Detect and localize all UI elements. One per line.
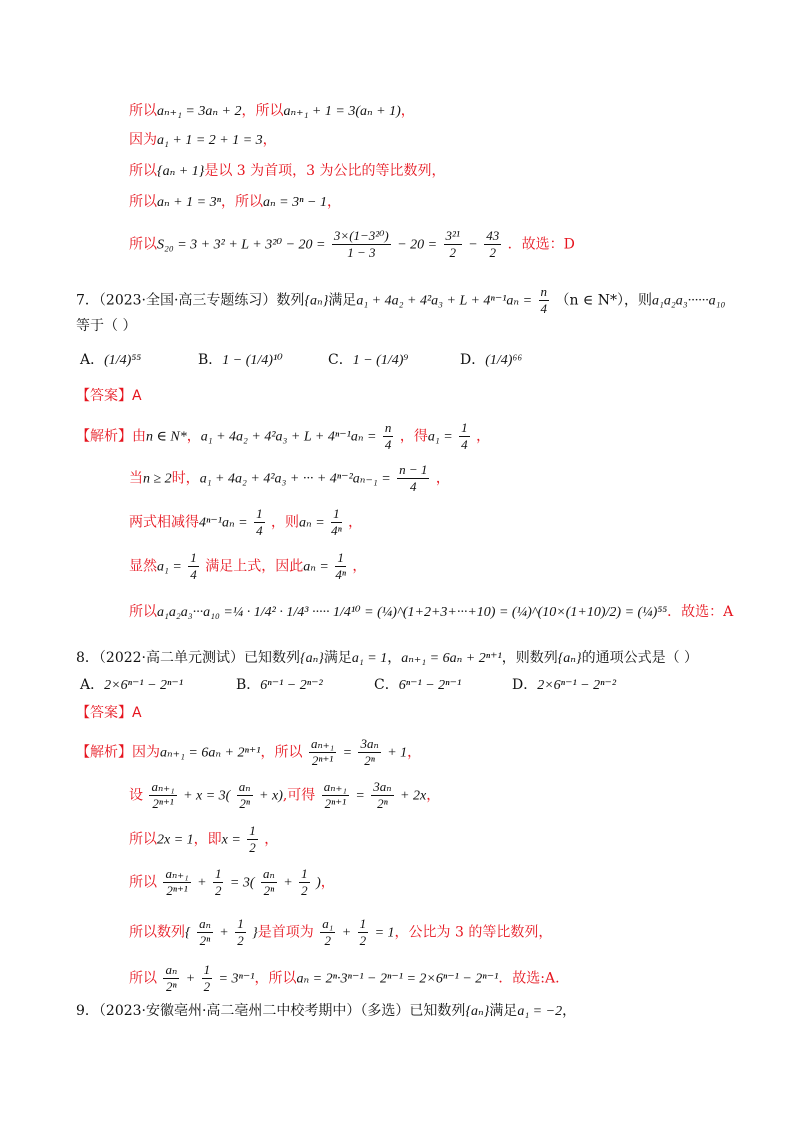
question-9-stem: 9．（2023·安徽亳州·高二亳州二中校考期中）（多选）已知数列{aₙ}满足a₁ = −2， bbox=[76, 1003, 577, 1019]
fraction: $\frac{\text{aₙ}}{\text{2ⁿ}}$ bbox=[238, 779, 251, 811]
fraction: $\frac{\text{a₁}}{2}$ bbox=[322, 916, 334, 948]
solution-line: 所以aₙ₊₁ = 3aₙ + 2，所以aₙ₊₁ + 1 = 3(aₙ + 1)， bbox=[129, 103, 415, 119]
question-8-option-b: B．6ⁿ⁻¹ − 2ⁿ⁻² bbox=[236, 677, 323, 693]
answer-tag: 【答案】A bbox=[76, 705, 142, 721]
question-7-option-c: C．1 − (1/4)⁹ bbox=[328, 352, 409, 368]
fraction: $\frac{43}{2}$ bbox=[486, 228, 500, 260]
question-7-option-b: B．1 − (1/4)¹⁰ bbox=[198, 352, 283, 368]
analysis-line: 显然a₁ = $\frac{1}{4}$ 满足上式，因此aₙ = $\frac{1}{\text{4ⁿ}}$ ， bbox=[129, 550, 367, 582]
fraction: $\frac{1}{2}$ bbox=[359, 916, 367, 948]
analysis-line: 所以 $\frac{\text{aₙ₊₁}}{\text{2ⁿ⁺¹}}$ + $\frac{1}{2}$ = 3( $\frac{\text{aₙ}}{\text{2ⁿ}}$ + $\frac{1}{2}$ )， bbox=[129, 866, 335, 898]
question-7-option-a: A．(1/4)⁵⁵ bbox=[80, 352, 142, 368]
question-8-option-c: C．6ⁿ⁻¹ − 2ⁿ⁻¹ bbox=[374, 677, 462, 693]
analysis-line: 所以a₁a₂a₃···a₁₀ =¼ · 1/4² · 1/4³ ····· 1/4¹⁰ = (¼)^(1+2+3+···+10) = (¼)^(10×(1+10)/2) = (¼)⁵⁵．故选：A bbox=[129, 604, 734, 620]
fraction: $\frac{1}{2}$ bbox=[237, 916, 244, 948]
question-7-stem-cont: 等于（ ） bbox=[76, 318, 137, 334]
question-8-stem: 8．（2022·高二单元测试）已知数列{aₙ}满足a₁ = 1，aₙ₊₁ = 6aₙ + 2ⁿ⁺¹，则数列{aₙ}的通项公式是（ ） bbox=[76, 650, 699, 666]
fraction: $\frac{1}{2}$ bbox=[249, 823, 256, 855]
fraction: $\frac{\text{aₙ}}{\text{2ⁿ}}$ bbox=[262, 866, 275, 898]
question-8-option-d: D．2×6ⁿ⁻¹ − 2ⁿ⁻² bbox=[512, 677, 617, 693]
solution-line: 所以aₙ + 1 = 3ⁿ，所以aₙ = 3ⁿ − 1， bbox=[129, 194, 341, 210]
analysis-line: 设 $\frac{\text{aₙ₊₁}}{\text{2ⁿ⁺¹}}$ + x = 3( $\frac{\text{aₙ}}{\text{2ⁿ}}$ + x),可得 $\frac{\text{aₙ₊₁}}{\text{2ⁿ⁺¹}}$ = $\frac{\text{3aₙ}}{\text{2ⁿ}}$ + 2x， bbox=[129, 779, 441, 811]
solution-line: 所以S₂₀ = 3 + 3² + L + 3²⁰ − 20 = $\frac{\text{3×(1−3²⁰)}}{1 - 3}$ − 20 = $\frac{\text{3²¹}}{2}$ − $\frac{43}{2}$ ．故选：D bbox=[129, 228, 575, 260]
solution-line: 因为a₁ + 1 = 2 + 1 = 3， bbox=[129, 132, 277, 148]
fraction: $\frac{\text{aₙ₊₁}}{\text{2ⁿ⁺¹}}$ bbox=[151, 779, 175, 811]
question-7-option-d: D．(1/4)⁶⁶ bbox=[460, 352, 523, 368]
analysis-line: 当n ≥ 2时，a₁ + 4a₂ + 4²a₃ + ··· + 4ⁿ⁻²aₙ₋₁ = $\frac{n - 1}{4}$ ， bbox=[129, 462, 450, 494]
fraction: $\frac{1}{\text{4ⁿ}}$ bbox=[331, 506, 342, 538]
analysis-line: 所以 $\frac{\text{aₙ}}{\text{2ⁿ}}$ + $\frac{1}{2}$ = 3ⁿ⁻¹，所以aₙ = 2ⁿ·3ⁿ⁻¹ − 2ⁿ⁻¹ = 2×6ⁿ⁻¹ − 2ⁿ⁻¹．故选:A. bbox=[129, 962, 560, 994]
question-8-option-a: A．2×6ⁿ⁻¹ − 2ⁿ⁻¹ bbox=[80, 677, 184, 693]
fraction: $\frac{n}{4}$ bbox=[384, 420, 392, 452]
fraction: $\frac{\text{3×(1−3²⁰)}}{1 - 3}$ bbox=[333, 228, 389, 260]
fraction: $\frac{\text{aₙ}}{\text{2ⁿ}}$ bbox=[165, 962, 178, 994]
fraction: $\frac{\text{3²¹}}{2}$ bbox=[445, 228, 460, 260]
fraction: $\frac{\text{aₙ₊₁}}{\text{2ⁿ⁺¹}}$ bbox=[165, 866, 189, 898]
answer-tag: 【答案】A bbox=[76, 388, 142, 404]
fraction: $\frac{1}{2}$ bbox=[301, 866, 308, 898]
fraction: $\frac{\text{3aₙ}}{\text{2ⁿ}}$ bbox=[373, 779, 392, 811]
analysis-line: 两式相减得4ⁿ⁻¹aₙ = $\frac{1}{4}$ ，则aₙ = $\frac{1}{\text{4ⁿ}}$ ， bbox=[129, 506, 363, 538]
question-7-stem: 7．（2023·全国·高三专题练习）数列{aₙ}满足a₁ + 4a₂ + 4²a₃ + L + 4ⁿ⁻¹aₙ = $\frac{n}{4}$ （n ∈ N*），则a₁a₂a₃······a₁₀ bbox=[76, 284, 726, 316]
fraction: $\frac{1}{\text{4ⁿ}}$ bbox=[335, 550, 346, 582]
analysis-line: 所以数列{ $\frac{\text{aₙ}}{\text{2ⁿ}}$ + $\frac{1}{2}$ }是首项为 $\frac{\text{a₁}}{2}$ + $\frac{1}{2}$ = 1，公比为 3 的等比数列， bbox=[129, 916, 553, 948]
fraction: $\frac{1}{4}$ bbox=[256, 506, 263, 538]
solution-line: 所以{aₙ + 1}是以 3 为首项，3 为公比的等比数列， bbox=[129, 163, 446, 179]
analysis-line: 【解析】由n ∈ N*，a₁ + 4a₂ + 4²a₃ + L + 4ⁿ⁻¹aₙ = $\frac{n}{4}$ ，得a₁ = $\frac{1}{4}$ ， bbox=[76, 420, 491, 452]
analysis-line: 所以2x = 1，即x = $\frac{1}{2}$ ， bbox=[129, 823, 279, 855]
fraction: $\frac{n - 1}{4}$ bbox=[399, 462, 428, 494]
fraction: $\frac{1}{4}$ bbox=[461, 420, 468, 452]
fraction: $\frac{n}{4}$ bbox=[540, 284, 548, 316]
fraction: $\frac{\text{aₙ}}{\text{2ⁿ}}$ bbox=[199, 916, 211, 948]
fraction: $\frac{1}{2}$ bbox=[203, 962, 211, 994]
fraction: $\frac{\text{3aₙ}}{\text{2ⁿ}}$ bbox=[360, 736, 379, 768]
analysis-line: 【解析】因为aₙ₊₁ = 6aₙ + 2ⁿ⁺¹，所以 $\frac{\text{aₙ₊₁}}{\text{2ⁿ⁺¹}}$ = $\frac{\text{3aₙ}}{\text{2ⁿ}}$ + 1， bbox=[76, 736, 422, 768]
fraction: $\frac{1}{2}$ bbox=[214, 866, 222, 898]
fraction: $\frac{\text{aₙ₊₁}}{\text{2ⁿ⁺¹}}$ bbox=[323, 779, 347, 811]
fraction: $\frac{1}{4}$ bbox=[190, 550, 197, 582]
fraction: $\frac{\text{aₙ₊₁}}{\text{2ⁿ⁺¹}}$ bbox=[310, 736, 335, 768]
